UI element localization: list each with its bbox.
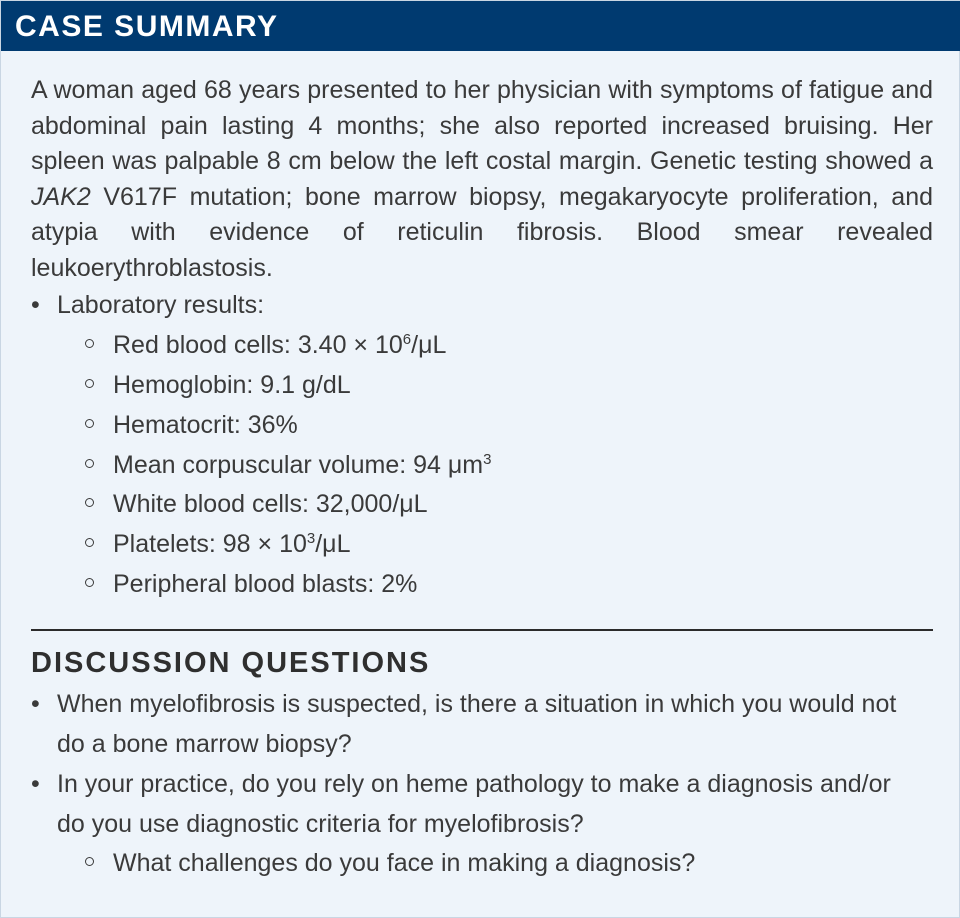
section-divider — [31, 629, 933, 631]
sub-bullet-icon — [85, 498, 94, 507]
case-description — [31, 73, 933, 286]
question-text: In your practice, do you rely on heme pathology to make a diagnosis and/or do you use diagnostic criteria for myelofibrosis? — [57, 770, 891, 838]
sub-bullet-icon — [85, 419, 94, 428]
lab-label: White blood cells: 32,000/μL — [113, 490, 428, 518]
lab-label: Red blood cells: 3.40 × 10 — [113, 331, 403, 359]
sub-bullet-icon — [85, 538, 94, 547]
case-summary-title: CASE SUMMARY — [15, 10, 279, 43]
lab-unit: /μL — [411, 331, 447, 359]
question-text: When myelofibrosis is suspected, is there a situation in which you would not do a bone marrow biopsy? — [57, 690, 897, 758]
case-rest-text: V617F mutation; bone marrow biopsy, megakaryocyte proliferation, and atypia with evidence of reticulin fibrosis. Blood smear revealed leukoerythroblastosis. — [31, 182, 933, 282]
lab-label: Hematocrit: 36% — [113, 411, 298, 439]
lab-exponent: 6 — [402, 331, 412, 348]
lab-exponent: 3 — [483, 451, 492, 468]
sub-bullet-icon — [85, 857, 94, 866]
labs-heading: Laboratory results: — [57, 291, 265, 319]
sub-bullet-icon — [85, 339, 94, 348]
bullet-icon: • — [31, 770, 40, 798]
question-text: What challenges do you face in making a diagnosis? — [113, 849, 696, 877]
lab-label: Mean corpuscular volume: 94 μm — [113, 451, 484, 479]
gene-name: JAK2 — [31, 182, 91, 211]
case-intro-text: A woman aged 68 years presented to her physician with symptoms of fatigue and abdominal pain lasting 4 months; she also reported increased bruising. Her spleen was palpable 8 cm below the left costal margin. Genetic testing showed a — [31, 76, 933, 175]
lab-exponent: 3 — [306, 530, 316, 547]
sub-bullet-icon — [85, 459, 94, 468]
sub-bullet-icon — [85, 379, 94, 388]
bullet-icon: • — [31, 291, 40, 319]
discussion-title: DISCUSSION QUESTIONS — [31, 647, 431, 679]
bullet-icon: • — [31, 690, 40, 718]
lab-label: Hemoglobin: 9.1 g/dL — [113, 371, 351, 399]
case-summary-header — [1, 1, 960, 51]
sub-bullet-icon — [85, 578, 94, 587]
lab-label: Platelets: 98 × 10 — [113, 530, 307, 558]
lab-unit: /μL — [315, 530, 351, 558]
lab-label: Peripheral blood blasts: 2% — [113, 570, 418, 598]
